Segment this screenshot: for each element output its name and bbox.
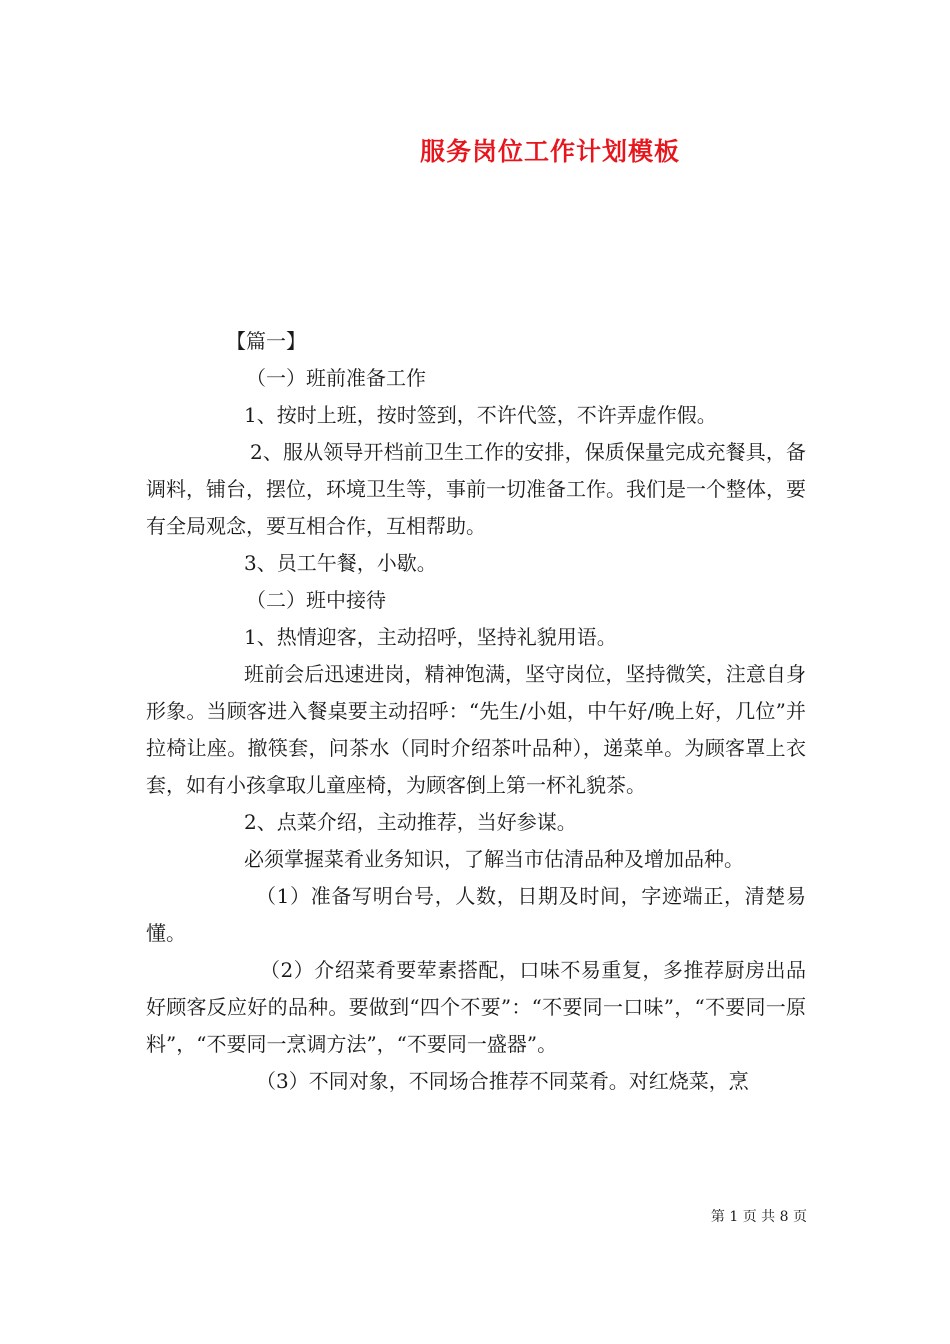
- document-body: [146, 323, 806, 1100]
- paragraph-s2-sub3: （3）不同对象，不同场合推荐不同菜肴。对红烧菜，烹: [256, 1069, 749, 1093]
- paragraph-s2-item2: 2、点菜介绍，主动推荐，当好参谋。: [244, 810, 577, 834]
- paragraph-s2-item2-detail: 必须掌握菜肴业务知识，了解当市估清品种及增加品种。: [244, 847, 744, 871]
- paragraph-s2-sub2: （2）介绍菜肴要荤素搭配，口味不易重复，多推荐厨房出品好顾客反应好的品种。要做到“四个不要”：“不要同一口味”，“不要同一原料”，“不要同一烹调方法”，“不要同一盛器”。: [146, 958, 806, 1056]
- paragraph-s1-item2: 2、服从领导开档前卫生工作的安排，保质保量完成充餐具，备调料，铺台，摆位，环境卫生等，事前一切准备工作。我们是一个整体，要有全局观念，要互相合作，互相帮助。: [146, 440, 806, 538]
- section-heading-1: （一）班前准备工作: [246, 366, 426, 390]
- paragraph-s2-item1-detail: 班前会后迅速进岗，精神饱满，坚守岗位，坚持微笑，注意自身形象。当顾客进入餐桌要主动招呼：“先生/小姐，中午好/晚上好，几位”并拉椅让座。撤筷套，问茶水（同时介绍茶叶品种），递菜单。为顾客罩上衣套，如有小孩拿取儿童座椅，为顾客倒上第一杯礼貌茶。: [146, 662, 806, 797]
- chapter-label: 【篇一】: [226, 329, 306, 353]
- paragraph-s1-item1: 1、按时上班，按时签到，不许代签，不许弄虚作假。: [244, 403, 717, 427]
- paragraph-s2-item1: 1、热情迎客，主动招呼，坚持礼貌用语。: [244, 625, 617, 649]
- section-heading-2: （二）班中接待: [246, 588, 386, 612]
- paragraph-s1-item3: 3、员工午餐，小歇。: [244, 551, 437, 575]
- page-number-footer: 第 1 页 共 8 页: [710, 1209, 807, 1225]
- paragraph-s2-sub1: （1）准备写明台号，人数，日期及时间，字迹端正，清楚易懂。: [146, 884, 806, 945]
- document-title: 服务岗位工作计划模板: [419, 137, 680, 166]
